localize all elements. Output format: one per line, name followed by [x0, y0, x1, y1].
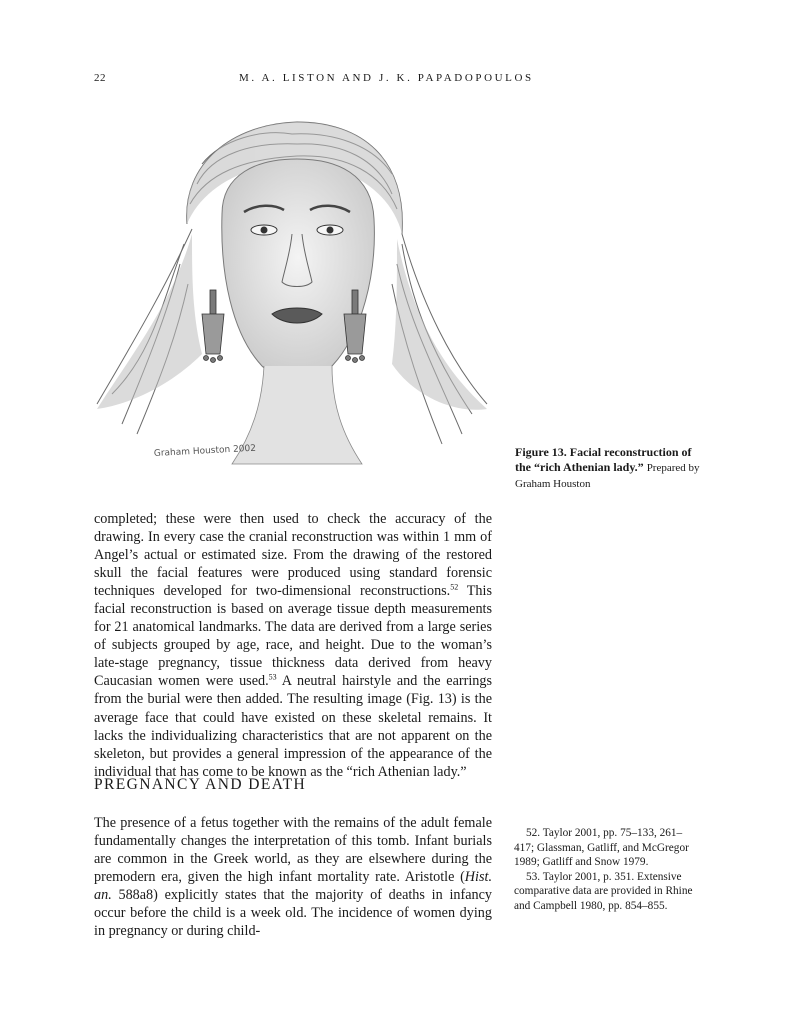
para2-citation-italic: Hist. an.	[94, 869, 492, 904]
para1-part-b: This facial reconstruction is based on average tissue depth measurements for 21 anatomical landmarks. The data are derived from a large series of subjects grouped by age, race, and height. Due to the woman’s late-stage pregnancy, tissue thickness data derived from heavy Caucasian women were used.	[94, 583, 492, 690]
page-number: 22	[94, 72, 106, 84]
section-heading: PREGNANCY AND DEATH	[94, 776, 307, 793]
body-paragraph-1	[94, 510, 492, 781]
footnote-53: 53. Taylor 2001, p. 351. Extensive comparative data are provided in Rhine and Campbell 1980, pp. 854–855.	[514, 870, 693, 912]
para1-part-c: A neutral hairstyle and the earrings from the burial were then added. The resulting image (Fig. 13) is the average face that could have existed on these skeletal remains. It lacks the individualizing characteristics that are not apparent on the skeleton, but provides a general impression of the appearance of the individual that has come to be known as the “rich Athenian lady.”	[94, 673, 493, 780]
body-paragraph-2	[94, 814, 492, 940]
left-earring	[202, 290, 224, 363]
figure-caption-title: Figure 13. Facial reconstruction of the “rich Athenian lady.”	[515, 445, 692, 474]
running-head	[94, 72, 694, 88]
figure-caption-credit: Prepared by Graham Houston	[515, 462, 700, 490]
artist-signature: Graham Houston 2002	[153, 443, 257, 459]
para2-part-a: The presence of a fetus together with the remains of the adult female fundamentally changes the interpretation of this tomb. Infant burials are common in the Greek world, as they are elsewhere during the premodern era, given the high infant mortality rate. Aristotle (	[94, 815, 492, 886]
figure-caption	[515, 445, 705, 492]
footnotes	[514, 826, 700, 913]
running-title: M. A. LISTON AND J. K. PAPADOPOULOS	[239, 72, 534, 84]
para1-part-a: completed; these were then used to check the accuracy of the drawing. In every case the cranial reconstruction was within 1 mm of Angel’s actual or estimated size. From the drawing of the restored skull the facial features were produced using standard forensic techniques developed for two-dimensional reconstructions.	[94, 511, 492, 600]
facial-reconstruction-drawing	[92, 104, 494, 492]
para2-part-b: 588a8) explicitly states that the majority of deaths in infancy occur before the child is a week old. The incidence of women dying in pregnancy or during child-	[94, 887, 492, 940]
footnote-ref-53[interactable]: 53	[268, 672, 277, 682]
footnote-52: 52. Taylor 2001, pp. 75–133, 261–417; Glassman, Gatliff, and McGregor 1989; Gatliff and Snow 1979.	[514, 827, 689, 868]
footnote-ref-52[interactable]: 52	[450, 582, 459, 592]
